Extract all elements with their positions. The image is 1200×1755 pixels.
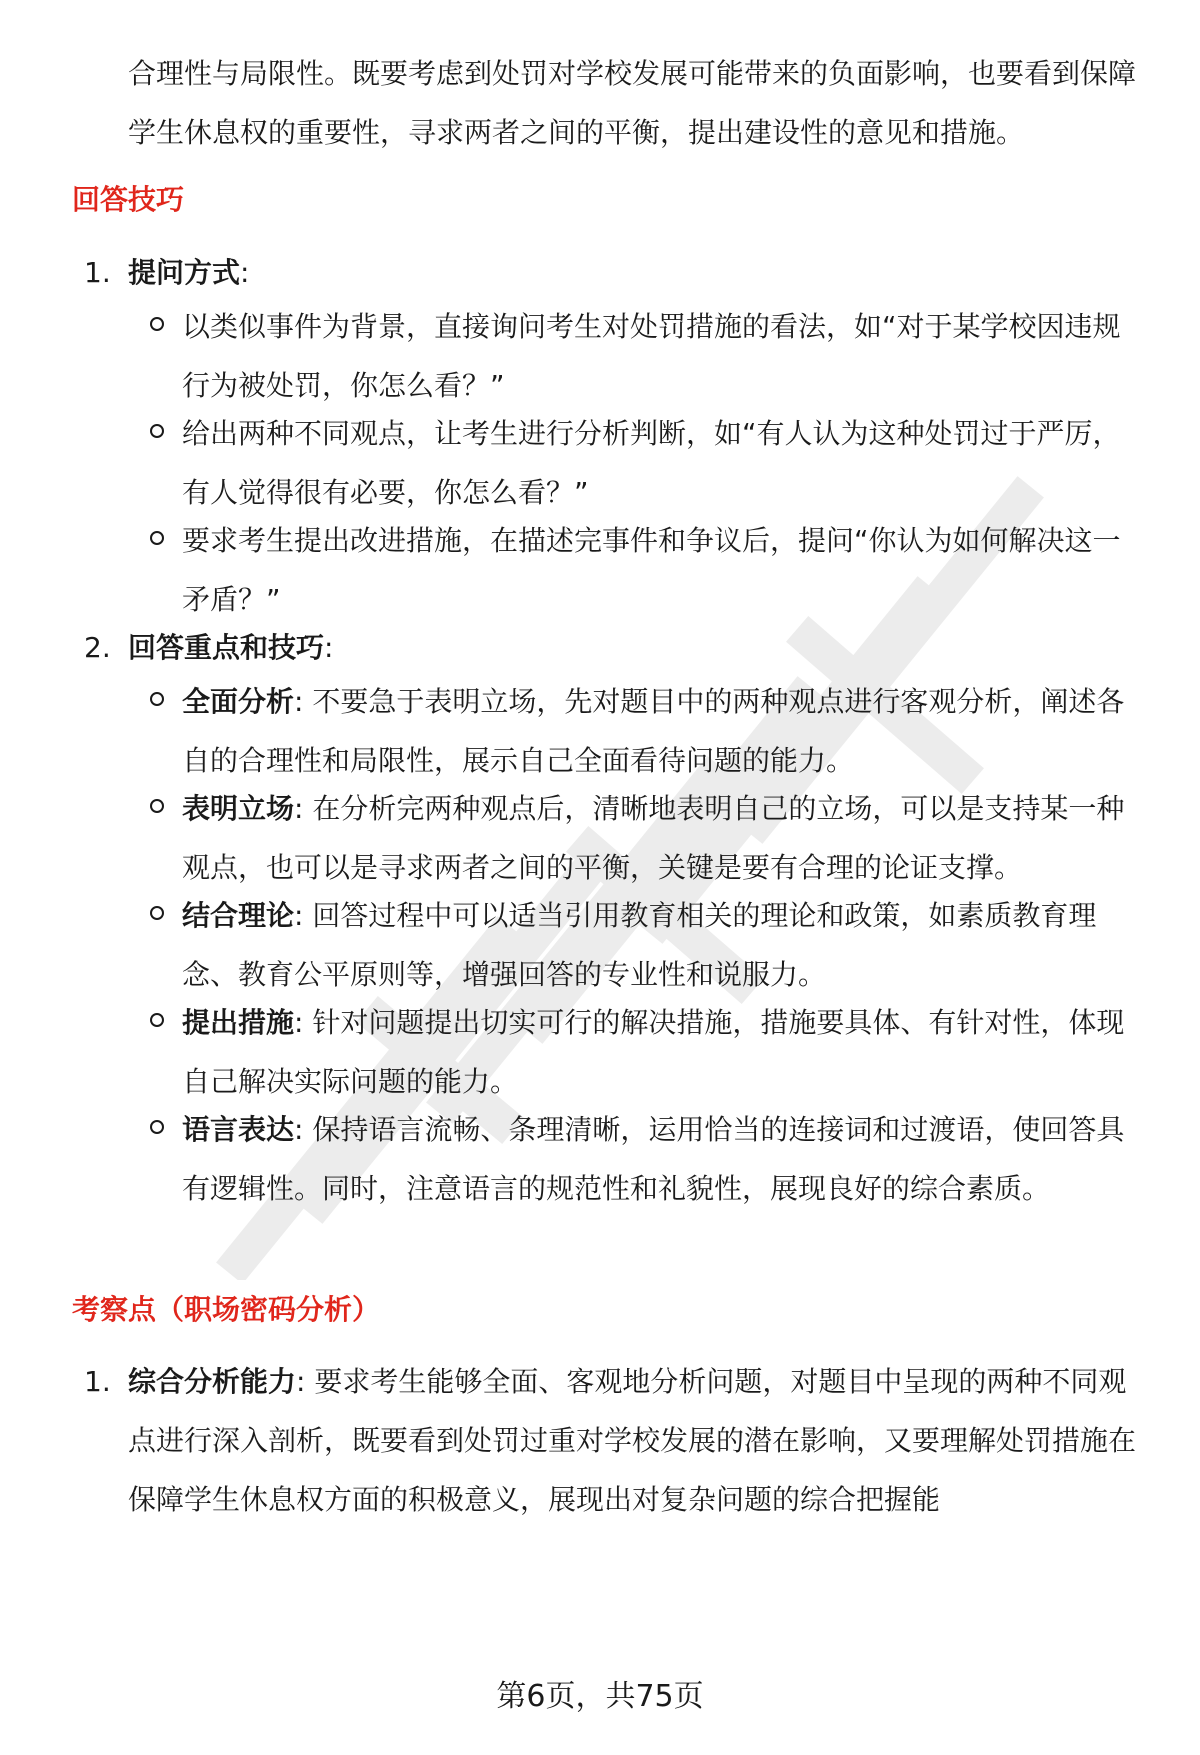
- list-item-bullet: 以类似事件为背景，直接询问考生对处罚措施的看法，如“对于某学校因违规行为被处罚，你怎么看？”: [182, 310, 1121, 402]
- list-item-bullet: [182, 993, 1144, 1111]
- list-item-bullet: 要求考生提出改进措施，在描述完事件和争议后，提问“你认为如何解决这一矛盾？”: [182, 524, 1121, 616]
- bullet-separator: :: [294, 899, 304, 932]
- list-number: 2.: [84, 631, 111, 664]
- section-title-answer-tips: 回答技巧: [72, 183, 185, 216]
- bullet-icon: [150, 317, 164, 331]
- bullet-text: 不要急于表明立场，先对题目中的两种观点进行客观分析，阐述各自的合理性和局限性，展示自己全面看待问题的能力。: [182, 685, 1125, 777]
- section-title-assessment-points: 考察点（职场密码分析）: [72, 1293, 381, 1326]
- bullet-separator: :: [294, 685, 304, 718]
- bullet-icon: [150, 1120, 164, 1134]
- bullet-label: 提出措施: [182, 1006, 295, 1039]
- item-separator: :: [296, 1365, 306, 1398]
- list-item-questioning: [128, 243, 1144, 302]
- page-number: 第6页，共75页: [496, 1679, 704, 1714]
- list-item-bullet: [182, 886, 1144, 1004]
- list-item-analysis-ability: [128, 1352, 1144, 1529]
- item-text: 要求考生能够全面、客观地分析问题，对题目中呈现的两种不同观点进行深入剖析，既要看到处罚过重对学校发展的潜在影响，又要理解处罚措施在保障学生休息权方面的积极意义，展现出对复杂问题的综合把握能: [128, 1365, 1137, 1516]
- bullet-text: 针对问题提出切实可行的解决措施，措施要具体、有针对性，体现自己解决实际问题的能力。: [182, 1006, 1125, 1098]
- bullet-label: 表明立场: [182, 792, 295, 825]
- item-label: 综合分析能力: [128, 1365, 297, 1398]
- bullet-label: 语言表达: [182, 1113, 295, 1146]
- list-number: 1.: [84, 1365, 111, 1398]
- list-item-bullet: [182, 1100, 1144, 1218]
- list-item-answer-focus: [128, 618, 1144, 677]
- item-label: 回答重点和技巧: [128, 631, 325, 664]
- bullet-icon: [150, 1013, 164, 1027]
- bullet-icon: [150, 424, 164, 438]
- item-separator: :: [240, 256, 250, 289]
- bullet-icon: [150, 692, 164, 706]
- bullet-separator: :: [294, 792, 304, 825]
- intro-paragraph: 合理性与局限性。既要考虑到处罚对学校发展可能带来的负面影响，也要看到保障学生休息权的重要性，寻求两者之间的平衡，提出建设性的意见和措施。: [128, 57, 1137, 149]
- list-item-bullet: [182, 779, 1144, 897]
- bullet-separator: :: [294, 1113, 304, 1146]
- bullet-text: 在分析完两种观点后，清晰地表明自己的立场，可以是支持某一种观点，也可以是寻求两者之间的平衡，关键是要有合理的论证支撑。: [182, 792, 1125, 884]
- list-item-bullet: 给出两种不同观点，让考生进行分析判断，如“有人认为这种处罚过于严厉，有人觉得很有必要，你怎么看？”: [182, 417, 1121, 509]
- bullet-label: 全面分析: [182, 685, 295, 718]
- item-label: 提问方式: [128, 256, 241, 289]
- list-number: 1.: [84, 256, 111, 289]
- bullet-label: 结合理论: [182, 899, 295, 932]
- bullet-icon: [150, 799, 164, 813]
- bullet-separator: :: [294, 1006, 304, 1039]
- list-item-bullet: [182, 672, 1144, 790]
- bullet-icon: [150, 531, 164, 545]
- bullet-text: 回答过程中可以适当引用教育相关的理论和政策，如素质教育理念、教育公平原则等，增强回答的专业性和说服力。: [182, 899, 1097, 991]
- bullet-text: 保持语言流畅、条理清晰，运用恰当的连接词和过渡语，使回答具有逻辑性。同时，注意语言的规范性和礼貌性，展现良好的综合素质。: [182, 1113, 1125, 1205]
- item-separator: :: [324, 631, 334, 664]
- bullet-icon: [150, 906, 164, 920]
